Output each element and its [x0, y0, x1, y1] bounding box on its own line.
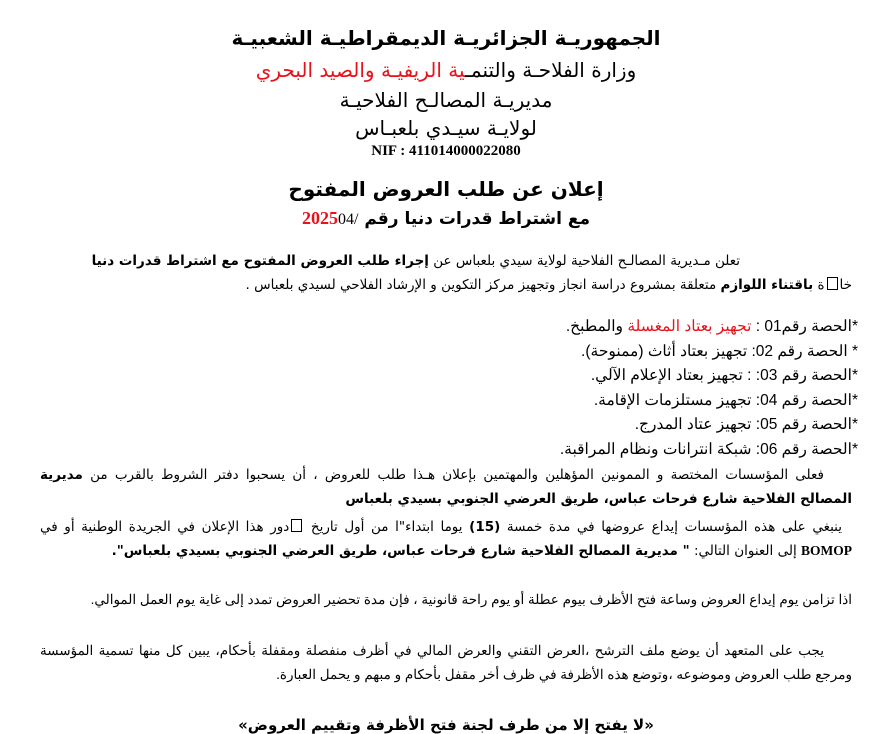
lot-item [560, 315, 858, 340]
withdrawal-text: فعلى المؤسسات المختصة و الممونين المؤهلين والمهتمين بإعلان هـذا طلب للعروض ، أن يسحبوا دفتر الشروط بالقرب من [82, 467, 824, 483]
lot-label: * الحصة رقم 02: [747, 342, 858, 360]
lot-item [560, 364, 858, 389]
lot-text: : تجهيز بعتاد الإعلام الآلي. [590, 367, 752, 384]
lots-list [560, 315, 858, 462]
lot-item [560, 413, 858, 438]
lot-item [560, 389, 858, 414]
intro-prefix: خا [839, 277, 852, 293]
ministry-text-red: ية الريفيـة والصيد البحري [255, 58, 466, 82]
lot-label: *الحصة رقم 03: [751, 367, 858, 384]
nif-label: NIF : [371, 143, 406, 159]
bomop-label: BOMOP [801, 543, 852, 558]
lot-text: شبكة انترانات ونظام المراقبة. [559, 440, 752, 458]
lot-label: *الحصة رقم 06: [751, 440, 858, 458]
announcement-year: 2025 [301, 208, 338, 228]
lot-text: تجهيز عتاد المدرج. [634, 416, 752, 433]
announcement-seq: 04/ [337, 211, 359, 228]
subtitle-text: مع اشتراط قدرات دنيا رقم [364, 209, 591, 229]
announcement-subtitle [0, 208, 892, 229]
deposit-text3: دور هذا الإعلان في الجريدة الوطنية أو في [40, 519, 290, 535]
wilaya-heading: لولايـة سيـدي بلعبـاس [355, 116, 537, 140]
deposit-text4: إلى العنوان التالي: [689, 543, 801, 559]
lot-label: *الحصة رقم 05: [751, 416, 858, 433]
republic-heading: الجمهوريـة الجزائريـة الديمقراطيـة الشعبيـة [231, 26, 661, 50]
deposit-paragraph [40, 515, 852, 563]
ministry-heading [0, 58, 892, 82]
withdrawal-address: مديرية المصالح الفلاحية شارع فرحات عباس، طريق العرضي الجنوبي بسيدي بلعباس [40, 467, 852, 507]
deposit-days: (15) [469, 519, 501, 535]
lot-item [560, 340, 858, 365]
envelope-inscription: «لا يفتح إلا من طرف لجنة فتح الأظرفة وتقييم العروض» [238, 716, 654, 734]
lot-text: تجهيز مستلزمات الإقامة. [593, 391, 752, 409]
intro-supplies-bold: باقتناء اللوازم [720, 277, 814, 293]
intro-bold: إجراء طلب العروض المفتوح مع اشتراط قدرات دنيا [91, 253, 429, 269]
deposit-text1: ينبغي على هذه المؤسسات إيداع عروضها في مدة خمسة [500, 519, 842, 535]
intro-suffix: ة [813, 277, 825, 293]
lot-label: *الحصة رقم01 : [751, 318, 858, 335]
announcement-title: إعلان عن طلب العروض المفتوح [288, 177, 604, 201]
lot-item [560, 438, 858, 463]
ministry-text-black: وزارة الفلاحـة والتنمـ [465, 58, 637, 82]
nif-value: 411014000022080 [409, 143, 521, 159]
deposit-address: " مديرية المصالح الفلاحية شارع فرحات عباس، طريق العرضي الجنوبي بسيدي بلعباس". [111, 543, 690, 559]
intro-rest: متعلقة بمشروع دراسة انجاز وتجهيز مركز التكوين و الإرشاد الفلاحي لسيدي بلعباس . [245, 277, 721, 293]
directorate-heading: مديريـة المصالـح الفلاحيـة [339, 88, 553, 112]
envelopes-paragraph [40, 639, 852, 687]
nif-line [0, 143, 892, 160]
intro-text: تعلن مـديرية المصالـح الفلاحية لولاية سيدي بلعباس عن [428, 253, 740, 269]
missing-glyph-icon [827, 277, 838, 290]
announcement-number [302, 209, 358, 229]
intro-paragraph [40, 249, 852, 297]
lot-text: والمطبخ. [565, 318, 628, 335]
lot-highlight: تجهيز بعتاد المغسلة [627, 318, 752, 335]
withdrawal-paragraph [40, 463, 852, 511]
lot-text: تجهيز بعتاد أثاث (ممنوحة). [581, 342, 748, 360]
missing-glyph-icon [291, 519, 302, 532]
lot-label: *الحصة رقم 04: [751, 391, 858, 409]
envelopes-text: يجب على المتعهد أن يوضع ملف الترشح ،العرض التقني والعرض المالي في أظرف منفصلة ومقفلة بأحكام، يبين كل منها تسمية المؤسسة ومرجع طلب العروض وموضوعه ،وتوضع هذه الأظرفة في ظرف أخر مقفل بأحكام و مبهم و يحمل العبارة. [40, 643, 852, 682]
holiday-paragraph: اذا تزامن يوم إيداع العروض وساعة فتح الأظرف بيوم عطلة أو يوم راحة قانونية ، فإن مدة تحضير العروض تمدد إلى غاية يوم العمل الموالي. [90, 592, 852, 607]
deposit-text2: يوما ابتداء"ا من أول تاريخ [304, 519, 470, 535]
